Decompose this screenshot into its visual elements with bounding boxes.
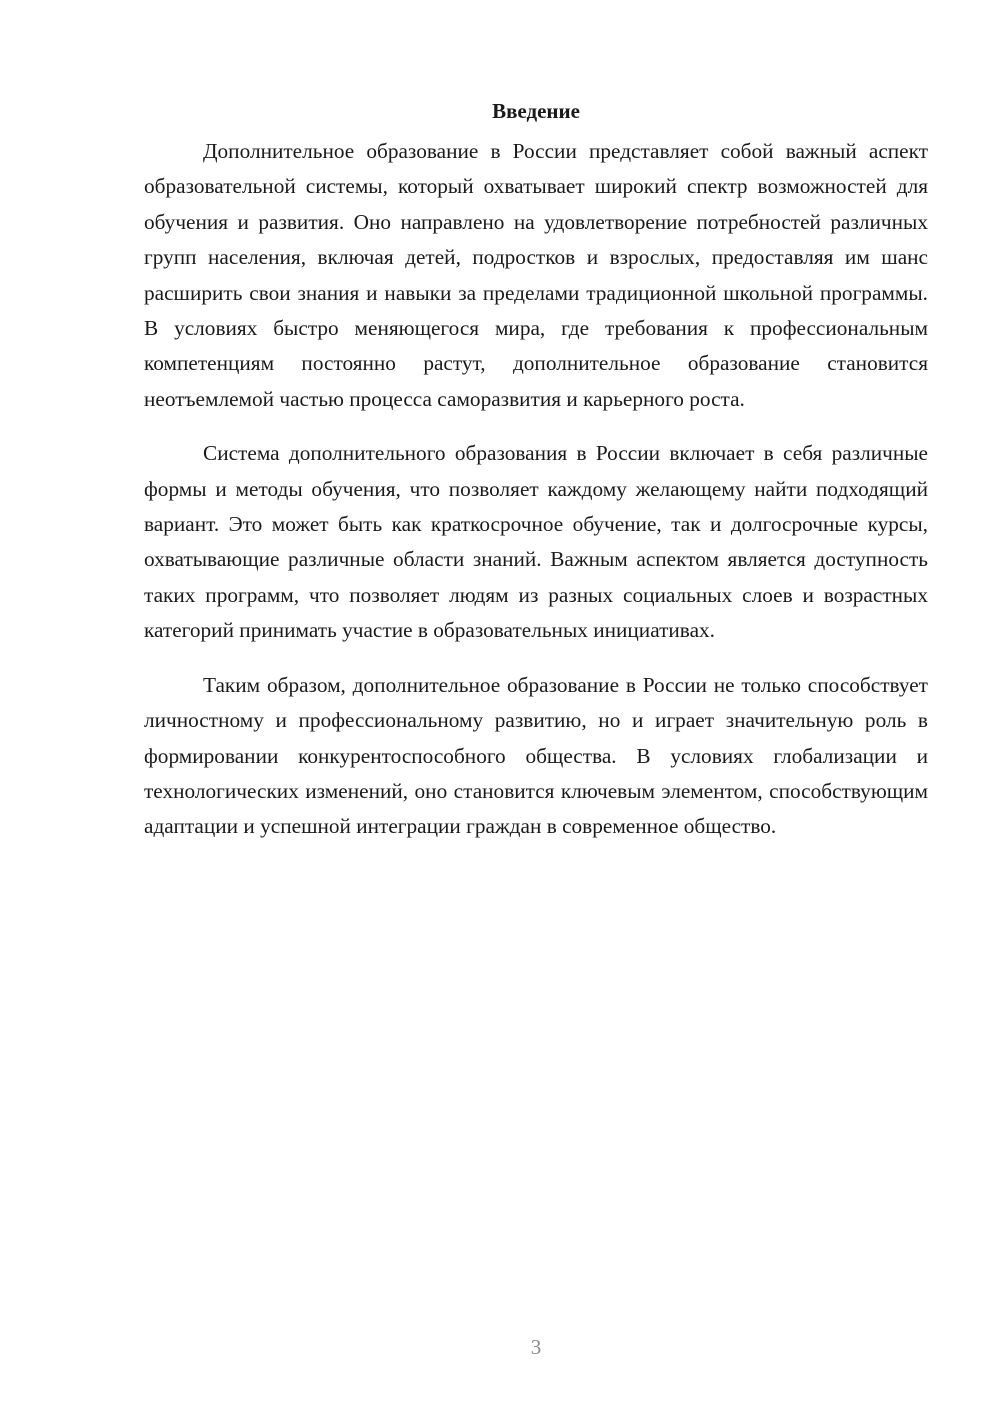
paragraph-1: Дополнительное образование в России представляет собой важный аспект образовательной системы, который охватывает широкий спектр возможностей для обучения и развития. Оно направлено на удовлетворение потребностей различных групп населения, включая детей, подростков и взрослых, предоставляя им шанс расширить свои знания и навыки за пределами традиционной школьной программы. В условиях быстро меняющегося мира, где требования к профессиональным компетенциям постоянно растут, дополнительное образование становится неотъемлемой частью процесса саморазвития и карьерного роста. — [144, 139, 928, 411]
paragraph-2: Система дополнительного образования в России включает в себя различные формы и методы обучения, что позволяет каждому желающему найти подходящий вариант. Это может быть как краткосрочное обучение, так и долгосрочные курсы, охватывающие различные области знаний. Важным аспектом является доступность таких программ, что позволяет людям из разных социальных слоев и возрастных категорий принимать участие в образовательных инициативах. — [144, 441, 928, 643]
page-number: 3 — [530, 1335, 542, 1359]
page-title: Введение — [492, 99, 580, 123]
paragraph-3: Таким образом, дополнительное образование в России не только способствует личностному и профессиональному развитию, но и играет значительную роль в формировании конкурентоспособного общества. В условиях глобализации и технологических изменений, оно становится ключевым элементом, способствующим адаптации и успешной интеграции граждан в современное общество. — [144, 672, 928, 839]
page-content — [144, 96, 928, 864]
